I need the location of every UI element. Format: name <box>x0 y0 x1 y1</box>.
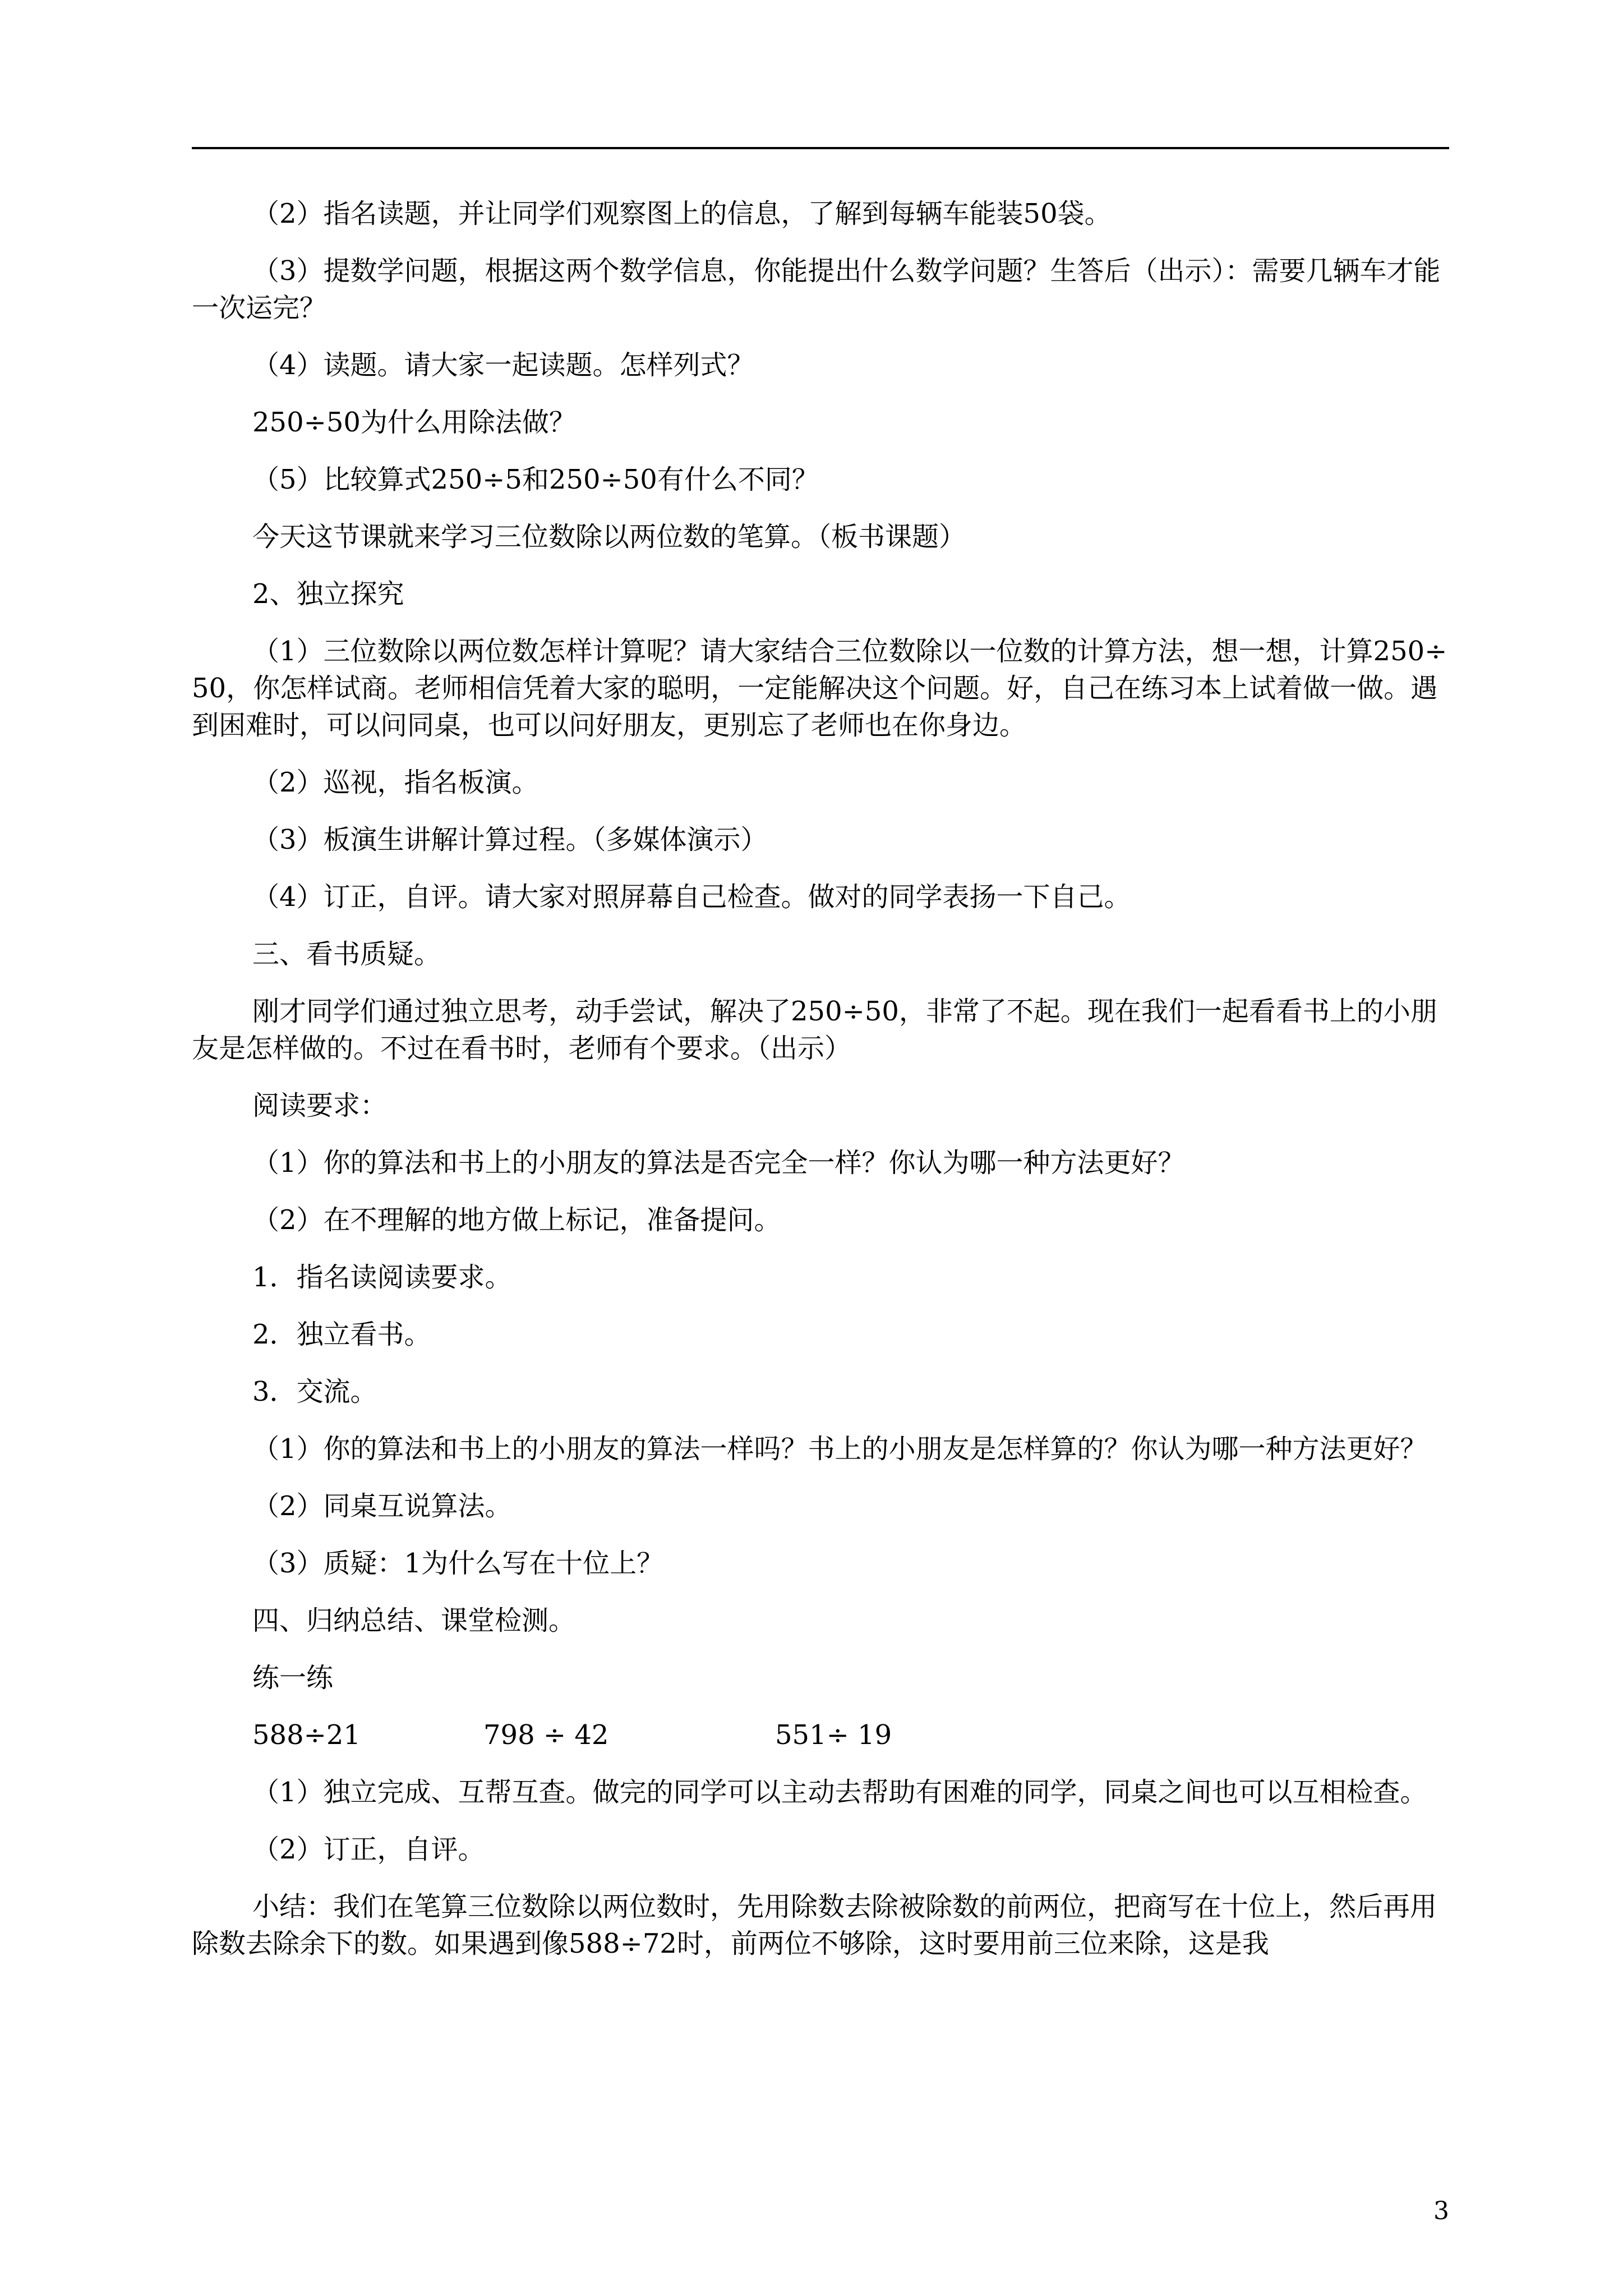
paragraph: （1）你的算法和书上的小朋友的算法是否完全一样？你认为哪一种方法更好？ <box>252 1147 1185 1179</box>
section-heading: 2、独立探究 <box>252 578 404 610</box>
paragraph: 3．交流。 <box>252 1376 377 1407</box>
paragraph: 练一练 <box>252 1662 334 1694</box>
paragraph: 阅读要求： <box>252 1090 388 1121</box>
paragraph: （1）独立完成、互帮互查。做完的同学可以主动去帮助有困难的同学，同桌之间也可以互相检查。 <box>252 1777 1427 1808</box>
paragraph: （1）你的算法和书上的小朋友的算法一样吗？书上的小朋友是怎样算的？你认为哪一种方法更好？ <box>252 1433 1427 1465</box>
paragraph: （2）订正，自评。 <box>252 1834 485 1865</box>
paragraph: 250÷50为什么用除法做？ <box>252 407 576 438</box>
paragraph: （2）同桌互说算法。 <box>252 1490 512 1522</box>
paragraph: 今天这节课就来学习三位数除以两位数的笔算。（板书课题） <box>252 521 966 553</box>
page-number: 3 <box>1433 2197 1449 2225</box>
exercise-row <box>192 1717 1449 1754</box>
paragraph: （4）订正，自评。请大家对照屏幕自己检查。做对的同学表扬一下自己。 <box>252 881 1131 913</box>
paragraph: （1）三位数除以两位数怎样计算呢？请大家结合三位数除以一位数的计算方法，想一想，计算250÷50，你怎样试商。老师相信凭着大家的聪明，一定能解决这个问题。好，自己在练习本上试着做一做。遇到困难时，可以问同桌，也可以问好朋友，更别忘了老师也在你身边。 <box>192 636 1447 741</box>
header-rule <box>192 147 1449 149</box>
paragraph: （5）比较算式250÷5和250÷50有什么不同？ <box>252 464 819 495</box>
section-heading: 四、归纳总结、课堂检测。 <box>252 1605 576 1636</box>
summary-paragraph: 小结：我们在笔算三位数除以两位数时，先用除数去除被除数的前两位，把商写在十位上，然后再用除数去除余下的数。如果遇到像588÷72时，前两位不够除，这时要用前三位来除，这是我 <box>192 1891 1437 1959</box>
exercise-item: 798 ÷ 42 <box>483 1719 609 1751</box>
paragraph: 2．独立看书。 <box>252 1319 431 1350</box>
paragraph: （3）提数学问题，根据这两个数学信息，你能提出什么数学问题？生答后（出示）：需要几辆车才能一次运完？ <box>192 255 1441 324</box>
paragraph: （3）板演生讲解计算过程。（多媒体演示） <box>252 824 768 855</box>
section-heading: 三、看书质疑。 <box>252 938 441 970</box>
paragraph: 刚才同学们通过独立思考，动手尝试，解决了250÷50，非常了不起。现在我们一起看看书上的小朋友是怎样做的。不过在看书时，老师有个要求。（出示） <box>192 996 1437 1064</box>
exercise-item: 588÷21 <box>252 1719 361 1751</box>
paragraph: （4）读题。请大家一起读题。怎样列式？ <box>252 349 754 381</box>
paragraph: （2）指名读题，并让同学们观察图上的信息，了解到每辆车能装50袋。 <box>252 198 1112 229</box>
document-body <box>192 195 1449 1982</box>
paragraph: （2）巡视，指名板演。 <box>252 767 539 798</box>
paragraph: （3）质疑：1为什么写在十位上？ <box>252 1548 664 1579</box>
paragraph: （2）在不理解的地方做上标记，准备提问。 <box>252 1204 781 1236</box>
exercise-item: 551÷ 19 <box>775 1719 892 1751</box>
paragraph: 1．指名读阅读要求。 <box>252 1262 512 1293</box>
